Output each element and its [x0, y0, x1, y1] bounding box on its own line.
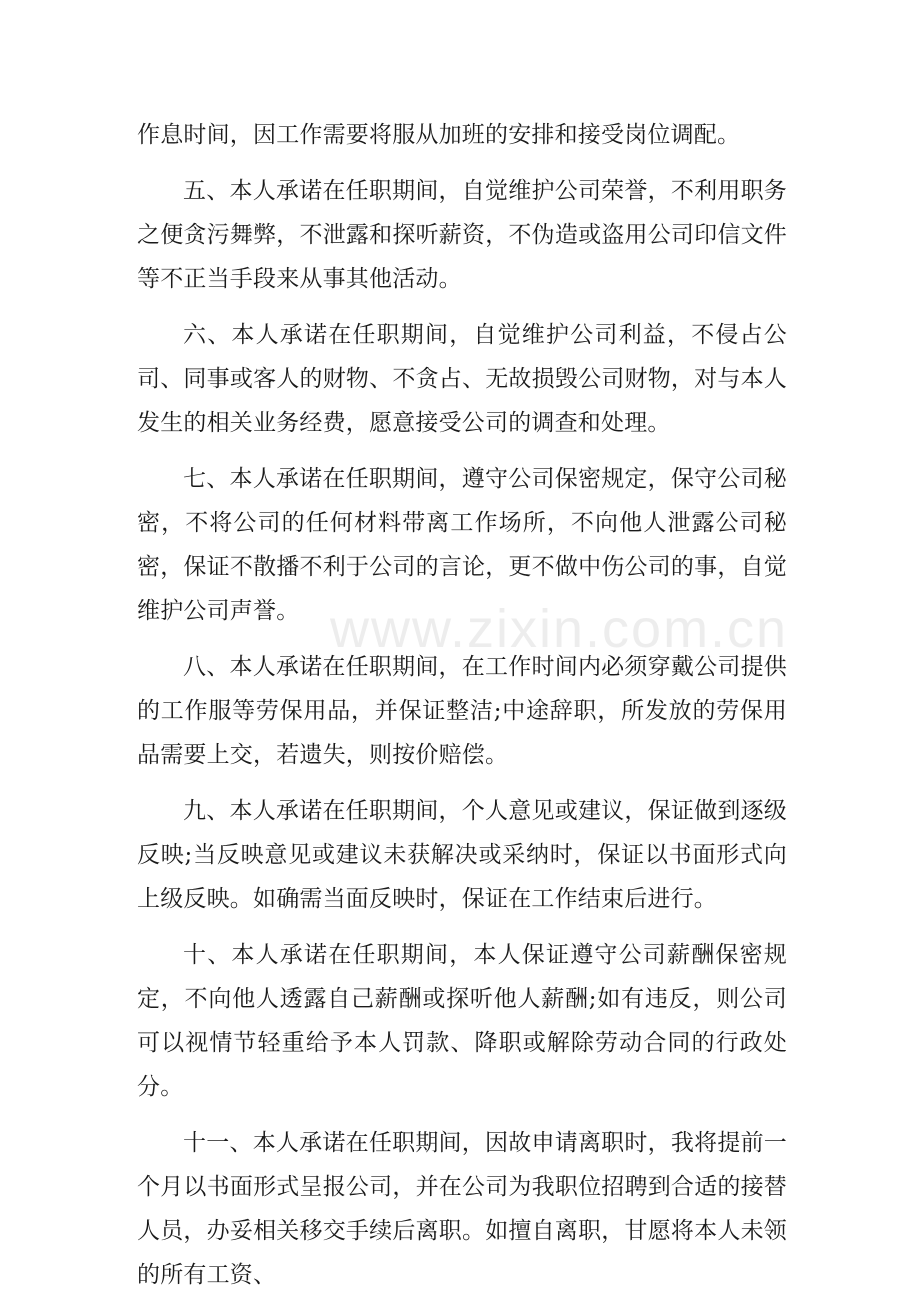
watermark: www.zixin.com.cn [330, 599, 789, 659]
paragraph-clause-10: 十、本人承诺在任职期间，本人保证遵守公司薪酬保密规定，不向他人透露自己薪酬或探听他人薪酬;如有违反，则公司可以视情节轻重给予本人罚款、降职或解除劳动合同的行政处分。 [137, 942, 787, 1100]
paragraph-clause-6: 六、本人承诺在任职期间，自觉维护公司利益，不侵占公司、同事或客人的财物、不贪占、无故损毁公司财物，对与本人发生的相关业务经费，愿意接受公司的调查和处理。 [137, 322, 787, 436]
paragraph-clause-9: 九、本人承诺在任职期间，个人意见或建议，保证做到逐级反映;当反映意见或建议未获解决或采纳时，保证以书面形式向上级反映。如确需当面反映时，保证在工作结束后进行。 [137, 798, 787, 912]
paragraph-clause-11: 十一、本人承诺在任职期间，因故申请离职时，我将提前一个月以书面形式呈报公司，并在公司为我职位招聘到合适的接替人员，办妥相关移交手续后离职。如擅自离职，甘愿将本人未领的所有工资、 [137, 1130, 787, 1288]
paragraph-clause-7: 七、本人承诺在任职期间，遵守公司保密规定，保守公司秘密，不将公司的任何材料带离工作场所，不向他人泄露公司秘密，保证不散播不利于公司的言论，更不做中伤公司的事，自觉维护公司声誉。 [137, 466, 787, 624]
paragraph-clause-8: 八、本人承诺在任职期间，在工作时间内必须穿戴公司提供的工作服等劳保用品，并保证整洁;中途辞职，所发放的劳保用品需要上交，若遗失，则按价赔偿。 [137, 654, 787, 768]
paragraph-clause-5: 五、本人承诺在任职期间，自觉维护公司荣誉，不利用职务之便贪污舞弊，不泄露和探听薪资，不伪造或盗用公司印信文件等不正当手段来从事其他活动。 [137, 178, 787, 292]
paragraph-continuation: 作息时间，因工作需要将服从加班的安排和接受岗位调配。 [137, 122, 741, 148]
document-body [137, 113, 787, 1297]
